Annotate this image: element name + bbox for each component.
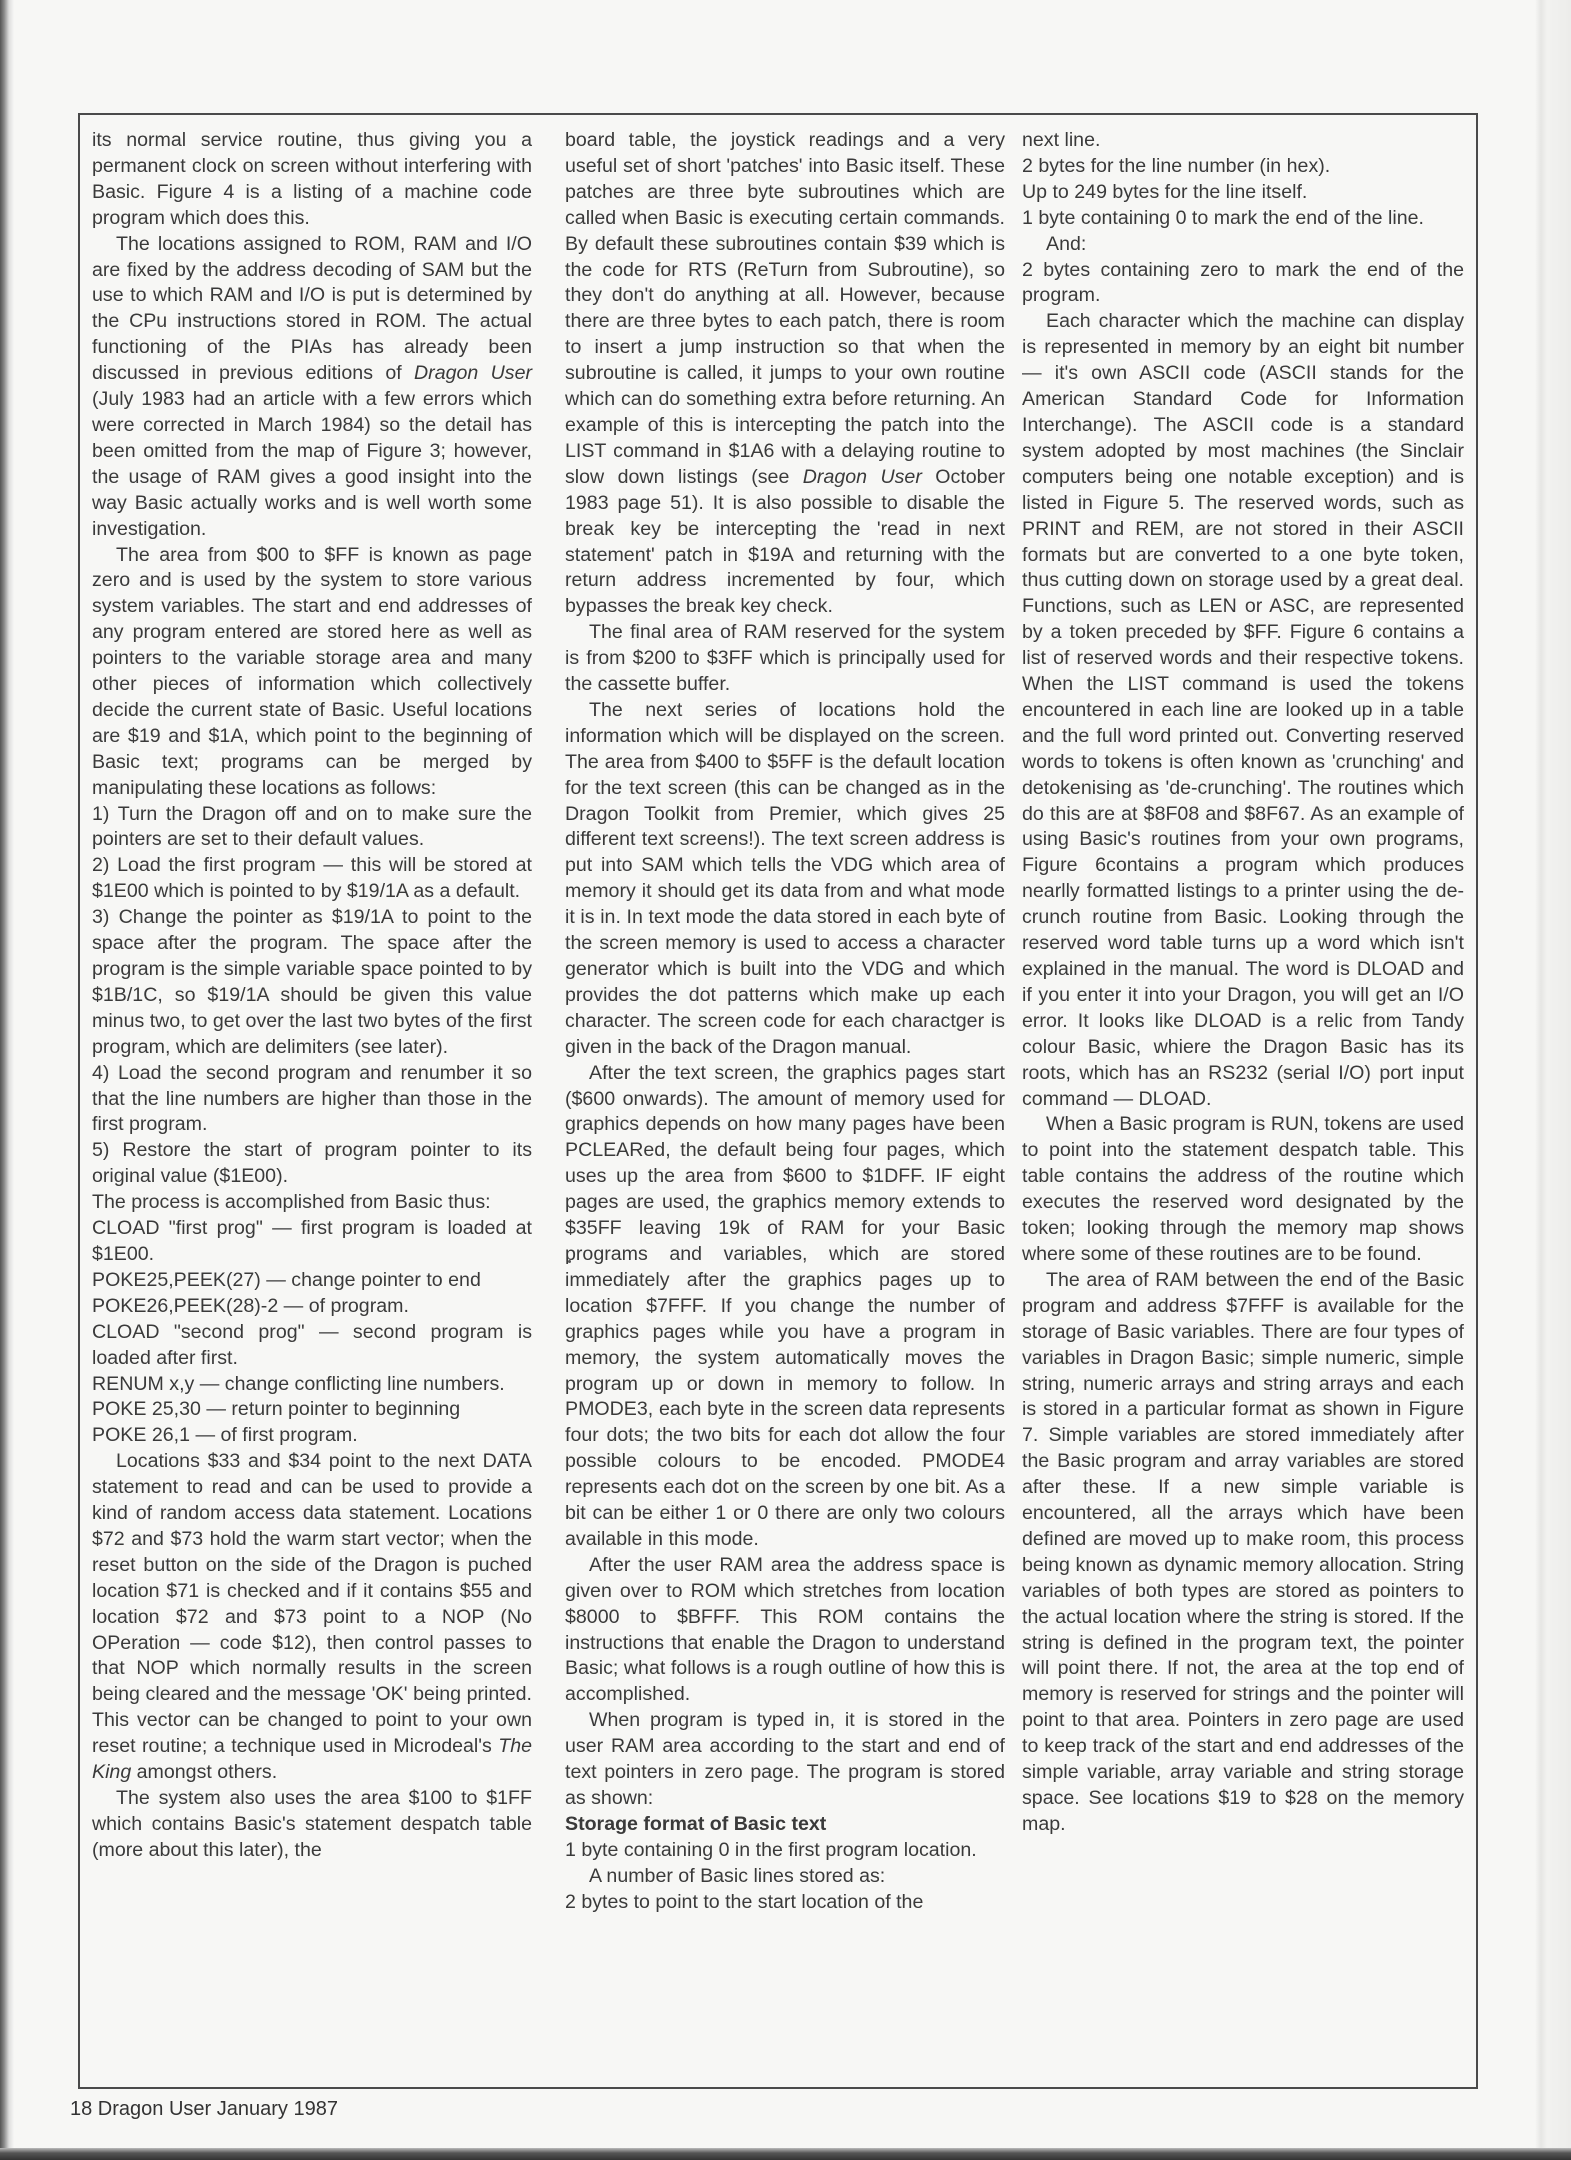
paragraph: 1 byte containing 0 in the first program location. bbox=[565, 1838, 977, 1861]
paragraph: The system also uses the area $100 to $1FF which contains Basic's statement despatch table (more about this later), the bbox=[92, 1787, 532, 1861]
paragraph: its normal service routine, thus giving you a permanent clock on screen without interfering with Basic. Figure 4 is a listing of a machine code program which does this. bbox=[92, 129, 532, 229]
text-column-3 bbox=[1022, 128, 1464, 1838]
page-binding-shadow bbox=[0, 0, 14, 2160]
paragraph: The final area of RAM reserved for the system is from $200 to $3FF which is principally used for the cassette buffer. bbox=[565, 621, 1005, 696]
paragraph: board table, the joystick readings and a very useful set of short 'patches' into Basic itself. These patches are three byte subroutines which are called when Basic is executing certain commands. By default these subroutines contain $39 which is the code for RTS (ReTurn from Subroutine), so they don't do anything at all. However, because there are three bytes to each patch, there is room to insert a jump instruction so that when the subroutine is called, it jumps to your own routine which can do something extra before returning. An example of this is intercepting the patch into the LIST command in $1A6 with a delaying routine to slow down listings (see Dragon User October 1983 page 51). It is also possible to disable the break key be intercepting the 'read in next statement' patch in $19A and returning with the return address incremented by four, which bypasses the break key check. bbox=[565, 129, 1005, 618]
paragraph: next line. bbox=[1022, 129, 1101, 151]
paragraph: Up to 249 bytes for the line itself. bbox=[1022, 180, 1308, 203]
paragraph: The process is accomplished from Basic thus: bbox=[92, 1191, 491, 1214]
paragraph: After the user RAM area the address space is given over to ROM which stretches from location $8000 to $BFFF. This ROM contains the instructions that enable the Dragon to understand Basic; what follows is a rough outline of how this is accomplished. bbox=[565, 1553, 1005, 1706]
paragraph: The locations assigned to ROM, RAM and I/O are fixed by the address decoding of SAM but the use to which RAM and I/O is put is determined by the CPu instructions stored in ROM. The actual functioning of the PIAs has already been discussed in previous editions of Dragon User (July 1983 had an article with a few errors which were corrected in March 1984) so the detail has been omitted from the map of Figure 3; however, the usage of RAM gives a good insight into the way Basic actually works and is well worth some investigation. bbox=[92, 232, 532, 540]
paragraph: The area from $00 to $FF is known as page zero and is used by the system to store various system variables. The start and end addresses of any program entered are stored here as well as pointers to the variable storage area and many other pieces of information which collectively decide the current state of Basic. Useful locations are $19 and $1A, which point to the beginning of Basic text; programs can be merged by manipulating these locations as follows: bbox=[92, 543, 532, 799]
page-footer: 18 Dragon User January 1987 bbox=[70, 2098, 338, 2120]
paragraph: When program is typed in, it is stored in the user RAM area according to the start and end of text pointers in zero page. The program is stored as shown: bbox=[565, 1709, 1005, 1809]
scanner-bottom-edge bbox=[0, 2148, 1571, 2160]
paragraph: POKE25,PEEK(27) — change pointer to end bbox=[92, 1268, 481, 1291]
paragraph: 3) Change the pointer as $19/1A to point to the space after the program. The space after the program is the simple variable space pointed to by $1B/1C, so $19/1A should be given this value minus two, to get over the last two bytes of the first program, which are delimiters (see later). bbox=[92, 906, 532, 1058]
paragraph: 2) Load the first program — this will be stored at $1E00 which is pointed to by $19/1A as a default. bbox=[92, 854, 532, 903]
text-column-1 bbox=[92, 128, 532, 1864]
publication-title: Dragon User bbox=[802, 465, 922, 488]
paragraph: POKE26,PEEK(28)-2 — of program. bbox=[92, 1294, 409, 1317]
paragraph: When a Basic program is RUN, tokens are used to point into the statement despatch table. This table contains the address of the routine which executes the reserved word designated by the token; looking through the memory map shows where some of these routines are to be found. bbox=[1022, 1113, 1464, 1265]
text-column-2 bbox=[565, 128, 1005, 1916]
paragraph: 2 bytes to point to the start location of the bbox=[565, 1890, 924, 1913]
paragraph: The next series of locations hold the information which will be displayed on the screen. The area from $400 to $5FF is the default location for the text screen (this can be changed as in the Dragon Toolkit from Premier, which gives 25 different text screens!). The text screen address is put into SAM which tells the VDG which area of memory it should get its data from and what mode it is in. In text mode the data stored in each byte of the screen memory is used to access a character generator which is built into the VDG and which provides the dot patterns which make up each character. The screen code for each charactger is given in the back of the Dragon manual. bbox=[565, 698, 1005, 1058]
paragraph: 2 bytes containing zero to mark the end of the program. bbox=[1022, 258, 1464, 307]
paragraph: And: bbox=[1046, 232, 1087, 255]
paragraph: POKE 25,30 — return pointer to beginning bbox=[92, 1398, 461, 1421]
paragraph: A number of Basic lines stored as: bbox=[589, 1864, 886, 1887]
next-page-edge bbox=[1535, 0, 1571, 2160]
publication-title: The King bbox=[92, 1735, 532, 1784]
paragraph: POKE 26,1 — of first program. bbox=[92, 1424, 358, 1447]
section-heading: Storage format of Basic text bbox=[565, 1812, 827, 1835]
paragraph: 2 bytes for the line number (in hex). bbox=[1022, 154, 1331, 177]
paragraph: CLOAD "second prog" — second program is loaded after first. bbox=[92, 1320, 532, 1369]
paragraph: Locations $33 and $34 point to the next DATA statement to read and can be used to provide a kind of random access data statement. Locations $72 and $73 hold the warm start vector; when the reset button on the side of the Dragon is puched location $71 is checked and if it contains $55 and location $72 and $73 point to a NOP (No OPeration — code $12), then control passes to that NOP which normally results in the screen being cleared and the message 'OK' being printed. This vector can be changed to point to your own reset routine; a technique used in Microdeal's The King amongst others. bbox=[92, 1450, 532, 1784]
paragraph: The area of RAM between the end of the Basic program and address $7FFF is available for the storage of Basic variables. There are four types of variables in Dragon Basic; simple numeric, simple string, numeric arrays and string arrays and each is stored in a particular format as shown in Figure 7. Simple variables are stored immediately after the Basic program and array variables are stored after these. If a new simple variable is encountered, all the arrays which have been defined are moved up to make room, this process being known as dynamic memory allocation. String variables of both types are stored as pointers to the actual location where the string is stored. If the string is defined in the program text, the pointer will point there. If not, the area at the top end of memory is reserved for strings and the pointer will point to that area. Pointers in zero page are used to keep track of the start and end addresses of the simple variable, array variable and string storage space. See locations $19 to $28 on the memory map. bbox=[1022, 1268, 1464, 1835]
paragraph: After the text screen, the graphics pages start ($600 onwards). The amount of memory used for graphics depends on how many pages have been PCLEARed, the default being four pages, which uses up the area from $600 to $1DFF. IF eight pages are used, the graphics memory extends to $35FF leaving 19k of RAM for your Basic programs and variables, which are stored immediately after the graphics pages up to location $7FFF. If you change the number of graphics pages while you have a program in memory, the system automatically moves the program up or down in memory to follow. In PMODE3, each byte in the screen data represents four dots; the two bits for each dot allow the four possible colours to be encoded. PMODE4 represents each dot on the screen by one bit. As a bit can be either 1 or 0 there are only two colours available in this mode. bbox=[565, 1061, 1005, 1550]
paragraph: 4) Load the second program and renumber it so that the line numbers are higher than those in the first program. bbox=[92, 1061, 532, 1136]
paragraph: CLOAD "first prog" — first program is loaded at $1E00. bbox=[92, 1217, 532, 1265]
paragraph: 5) Restore the start of program pointer to its original value ($1E00). bbox=[92, 1139, 532, 1188]
paragraph: 1) Turn the Dragon off and on to make sure the pointers are set to their default values. bbox=[92, 802, 532, 851]
paragraph: Each character which the machine can display is represented in memory by an eight bit number — it's own ASCII code (ASCII stands for the American Standard Code for Information Interchange). The ASCII code is a standard system adopted by most machines (the Sinclair computers being one notable exception) and is listed in Figure 5. The reserved words, such as PRINT and REM, are not stored in their ASCII formats but are converted to a one byte token, thus cutting down on storage used by a great deal. Functions, such as LEN or ASC, are represented by a token preceded by $FF. Figure 6 contains a list of reserved words and their respective tokens. When the LIST command is used the tokens encountered in each line are looked up in a table and the full word printed out. Converting reserved words to tokens is often known as 'crunching' and detokenising as 'de-crunching'. The routines which do this are at $8F08 and $8F67. As an example of using Basic's routines from your own programs, Figure 6contains a program which produces nearlly formatted listings to a printer using the de-crunch routine from Basic. Looking through the reserved word table turns up a word which isn't explained in the manual. The word is DLOAD and if you enter it into your Dragon, you will get an I/O error. It looks like DLOAD is a relic from Tandy colour Basic, whiere the Dragon Basic has its roots, which has an RS232 (serial I/O) port input command — DLOAD. bbox=[1022, 310, 1464, 1110]
publication-title: Dragon User bbox=[414, 362, 532, 385]
paragraph: RENUM x,y — change conflicting line numbers. bbox=[92, 1372, 505, 1395]
paragraph: 1 byte containing 0 to mark the end of the line. bbox=[1022, 206, 1424, 229]
